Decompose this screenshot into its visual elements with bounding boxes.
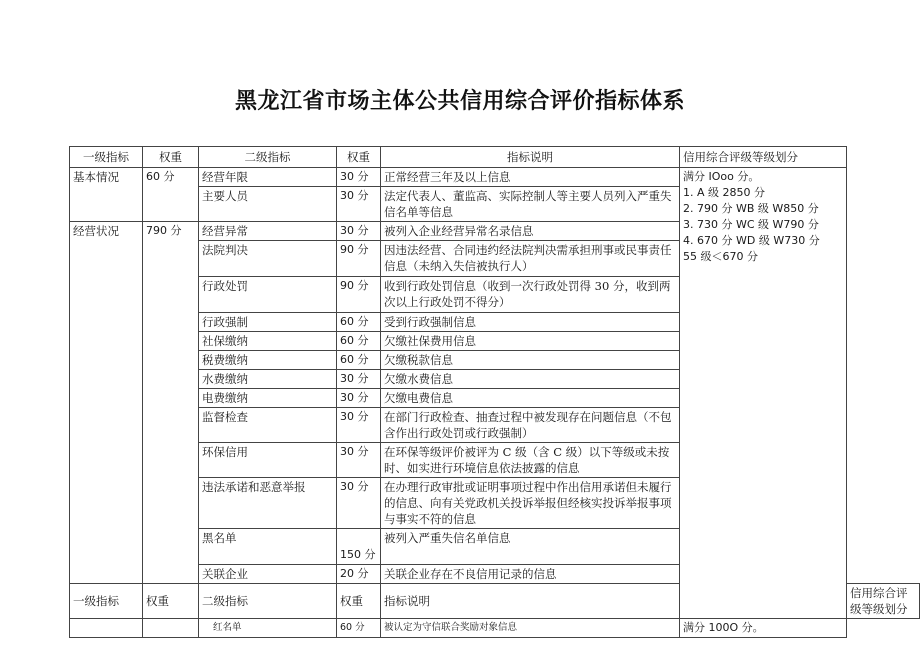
indicator-name: 电费缴纳 [199, 389, 337, 408]
header-weight2: 权重 [337, 584, 381, 619]
grade-line: 满分 IOoo 分。 [683, 170, 760, 183]
indicator-name: 法院判决 [199, 241, 337, 277]
grade-line: 2. 790 分 WB 级 W850 分 [683, 202, 819, 215]
group-name: 基本情况 [70, 168, 143, 222]
grade-cell [680, 168, 847, 619]
table-row [70, 619, 920, 638]
grade-line: 1. A 级 2850 分 [683, 186, 766, 199]
indicator-name: 监督检查 [199, 408, 337, 443]
indicator-description: 正常经营三年及以上信息 [381, 168, 680, 187]
indicator-description: 收到行政处罚信息（收到一次行政处罚得 30 分，收到两次以上行政处罚不得分） [381, 277, 680, 313]
header-description: 指标说明 [381, 584, 680, 619]
indicator-weight: 30 分 [337, 443, 381, 478]
indicator-weight: 60 分 [337, 313, 381, 332]
header-level1: 一级指标 [70, 147, 143, 168]
indicator-name: 黑名单 [199, 529, 337, 565]
indicator-name: 经营异常 [199, 222, 337, 241]
indicator-weight: 30 分 [337, 478, 381, 529]
header-level2: 二级指标 [199, 147, 337, 168]
header-grade: 信用综合评级等级划分 [680, 147, 847, 168]
indicator-weight: 20 分 [337, 565, 381, 584]
indicator-name: 水费缴纳 [199, 370, 337, 389]
indicator-description: 被认定为守信联合奖励对象信息 [381, 619, 680, 638]
table-header-row [70, 147, 920, 168]
indicator-name: 环保信用 [199, 443, 337, 478]
indicator-description: 在环保等级评价被评为 C 级（含 C 级）以下等级或未按时、如实进行环境信息依法披露的信息 [381, 443, 680, 478]
indicator-name: 经营年限 [199, 168, 337, 187]
indicator-name: 社保缴纳 [199, 332, 337, 351]
indicator-weight: 30 分 [337, 168, 381, 187]
indicator-description: 欠缴社保费用信息 [381, 332, 680, 351]
indicator-weight: 30 分 [337, 389, 381, 408]
indicator-weight: 30 分 [337, 187, 381, 222]
indicator-weight: 60 分 [337, 351, 381, 370]
header-weight2: 权重 [337, 147, 381, 168]
header-grade: 信用综合评级等级划分 [847, 584, 920, 619]
indicator-weight: 150 分 [337, 529, 381, 565]
indicator-name: 关联企业 [199, 565, 337, 584]
indicator-description: 在办理行政审批或证明事项过程中作出信用承诺但未履行的信息、向有关党政机关投诉举报但经核实投诉举报事项与事实不符的信息 [381, 478, 680, 529]
group-name: 经营状况 [70, 222, 143, 584]
group-name-empty [70, 619, 143, 638]
indicator-weight: 30 分 [337, 222, 381, 241]
indicator-table [69, 146, 920, 638]
indicator-weight: 30 分 [337, 408, 381, 443]
indicator-weight: 90 分 [337, 241, 381, 277]
indicator-description: 法定代表人、董监高、实际控制人等主要人员列入严重失信名单等信息 [381, 187, 680, 222]
indicator-name: 违法承诺和恶意举报 [199, 478, 337, 529]
indicator-description: 欠缴电费信息 [381, 389, 680, 408]
indicator-weight: 30 分 [337, 370, 381, 389]
header-weight1: 权重 [143, 147, 199, 168]
header-level2: 二级指标 [199, 584, 337, 619]
indicator-name: 主要人员 [199, 187, 337, 222]
header-level1: 一级指标 [70, 584, 143, 619]
indicator-description: 受到行政强制信息 [381, 313, 680, 332]
indicator-weight: 90 分 [337, 277, 381, 313]
grade-line: 3. 730 分 WC 级 W790 分 [683, 218, 819, 231]
grade-line: 55 级＜670 分 [683, 250, 758, 263]
indicator-description: 关联企业存在不良信用记录的信息 [381, 565, 680, 584]
page-title: 黑龙江省市场主体公共信用综合评价指标体系 [234, 89, 685, 114]
group-weight: 60 分 [143, 168, 199, 222]
header-description: 指标说明 [381, 147, 680, 168]
header-weight1: 权重 [143, 584, 199, 619]
indicator-description: 被列入严重失信名单信息 [381, 529, 680, 565]
grade-line: 4. 670 分 WD 级 W730 分 [683, 234, 820, 247]
indicator-name: 税费缴纳 [199, 351, 337, 370]
grade-summary: 满分 100O 分。 [680, 619, 847, 638]
indicator-description: 在部门行政检查、抽查过程中被发现存在问题信息（不包含作出行政处罚或行政强制） [381, 408, 680, 443]
indicator-name: 行政强制 [199, 313, 337, 332]
indicator-weight: 60 分 [337, 332, 381, 351]
indicator-name: 行政处罚 [199, 277, 337, 313]
indicator-description: 欠缴水费信息 [381, 370, 680, 389]
indicator-name: 红名单 [199, 619, 337, 638]
indicator-description: 因违法经营、合同违约经法院判决需承担刑事或民事责任信息（未纳入失信被执行人） [381, 241, 680, 277]
table-row [70, 168, 920, 187]
indicator-weight: 60 分 [337, 619, 381, 638]
group-weight-empty [143, 619, 199, 638]
indicator-description: 被列入企业经营异常名录信息 [381, 222, 680, 241]
group-weight: 790 分 [143, 222, 199, 584]
indicator-description: 欠缴税款信息 [381, 351, 680, 370]
